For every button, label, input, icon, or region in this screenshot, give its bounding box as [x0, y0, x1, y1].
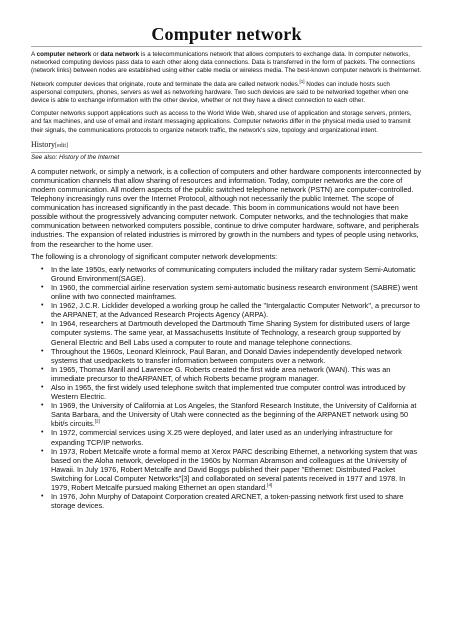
text-run: A [31, 51, 37, 58]
page-title: Computer network [151, 24, 302, 44]
bullet-icon: • [41, 265, 44, 273]
bullet-icon: • [41, 447, 44, 455]
section-heading-label: History [31, 139, 55, 149]
bullet-icon: • [41, 365, 44, 373]
list-item-text: In 1960, the commercial airline reservation system semi-automatic business research environment (SABRE) went online with two connected mainframes. [51, 282, 418, 302]
section-heading-history [31, 140, 422, 151]
title-divider [31, 46, 422, 47]
list-item [41, 365, 422, 383]
list-item [41, 283, 422, 301]
intro-paragraph [31, 78, 422, 106]
bullet-icon: • [41, 402, 44, 410]
list-item [41, 447, 422, 492]
list-item-text: In 1973, Robert Metcalfe wrote a formal memo at Xerox PARC describing Ethernet, a networking system that was based on the Aloha network, developed in the 1960s by Norman Abramson and colleagues at the University of Hawaii. In July 1976, Robert Metcalfe and David Boggs published their paper "Ethernet: Distributed Packet Switching for Local Computer Networks"[3] and collaborated on several patents received in 1977 and 1978. In 1979, Robert Metcalfe pursued making Ethernet an open standard. [51, 446, 418, 493]
see-also-hatnote[interactable]: See also: History of the Internet [31, 153, 120, 161]
section-divider [31, 152, 422, 153]
list-item-text: In 1976, John Murphy of Datapoint Corporation created ARCNET, a token-passing network first used to share storage devices. [51, 492, 404, 511]
chronology-lead: The following is a chronology of significant computer network developments: [31, 251, 278, 261]
text-run: Network computer devices that originate, route and terminate the data are called network nodes. [31, 80, 300, 88]
text-run: is a telecommunications network that allows computers to exchange data. In computer networks, networked computing devices pass data to each other along data connections. Data is transferred in the form of packets. The connections (network links) between nodes are established using either cable media or wireless media. The best-known computer network is theInternet. [31, 51, 422, 75]
edit-link[interactable]: [edit] [55, 142, 68, 149]
list-item [41, 319, 422, 346]
text-run: or [91, 51, 101, 58]
list-item-text: In 1964, researchers at Dartmouth developed the Dartmouth Time Sharing System for distributed users of large computer systems. The same year, at Massachusetts Institute of Technology, a research group supported by General Electric and Bell Labs used a computer to route and manage telephone connections. [51, 319, 410, 347]
citation-link[interactable]: [1] [299, 78, 305, 84]
bold-term: data network [100, 51, 140, 58]
list-item [41, 383, 422, 401]
list-item-text: In the late 1950s, early networks of communicating computers included the military radar system Semi-Automatic Ground Environment(SAGE). [51, 264, 416, 283]
citation-link[interactable]: [4] [267, 482, 273, 488]
list-item [41, 347, 422, 365]
bullet-icon: • [41, 493, 44, 501]
list-item-text: Throughout the 1960s, Leonard Kleinrock, Paul Baran, and Donald Davies independently developed network systems that usedpackets to transfer information between computers over a network. [51, 346, 402, 365]
list-item-text: Also in 1965, the first widely used telephone switch that implemented true computer control was introduced by Western Electric. [51, 382, 406, 402]
bullet-icon: • [41, 429, 44, 437]
bullet-icon: • [41, 347, 44, 355]
bullet-icon: • [41, 320, 44, 328]
bullet-icon: • [41, 283, 44, 291]
list-item-text: In 1972, commercial services using X.25 were deployed, and later used as an underlying infrastructure for expanding TCP/IP networks. [51, 428, 393, 447]
list-item [41, 492, 422, 510]
text-run: Computer networks support applications such as access to the World Wide Web, shared use of application and storage servers, printers, and fax machines, and use of email and instant messaging applications. Computer networks differ in the physical media used to transmit their signals, the communications protocols to organize network traffic, the network's size, topology and organizational intent. [31, 110, 412, 134]
bold-term: computer network [36, 51, 92, 58]
bullet-icon: • [41, 383, 44, 391]
list-item-text: In 1965, Thomas Marill and Lawrence G. Roberts created the first wide area network (WAN). This was an immediate precursor to theARPANET, of which Roberts became program manager. [51, 364, 391, 383]
history-paragraph: A computer network, or simply a network, is a collection of computers and other hardware components interconnected by communication channels that allow sharing of resources and information. Today, computer networks are the core of modern communication. All modern aspects of the public switched telephone network (PSTN) are computer-controlled. Telephony increasingly runs over the Internet Protocol, although not necessarily the public Internet. The scope of communication has increased significantly in the past decade. This boom in communications would not have been possible without the progressively advancing computer network. Computer networks, and the technologies that make communication between networked computers possible, continue to drive computer hardware, software, and peripherals industries. The expansion of related industries is mirrored by growth in the numbers and types of people using networks, from the researcher to the home user. [31, 166, 422, 249]
bullet-icon: • [41, 302, 44, 310]
list-item-text: In 1962, J.C.R. Licklider developed a working group he called the "Intergalactic Computer Network", a precursor to the ARPANET, at the Advanced Research Projects Agency (ARPA). [51, 301, 420, 320]
intro-paragraph [31, 110, 422, 135]
list-item [41, 265, 422, 283]
list-item [41, 428, 422, 446]
text-run: Nodes can include hosts such aspersonal computers, phones, servers as well as networking hardware. Two such devices are said to be networked together when one device is able to exchange information with the other device, whether or not they have a direct connection to each other. [31, 80, 409, 105]
intro-paragraph [31, 51, 422, 76]
list-item [41, 301, 422, 319]
list-item-text: In 1969, the University of California at Los Angeles, the Stanford Research Institute, the University of California at Santa Barbara, and the University of Utah were connected as the beginning of the ARPANET network using 50 kbit/s circuits. [51, 401, 417, 429]
chronology-list [31, 265, 422, 511]
citation-link[interactable]: [2] [94, 418, 100, 424]
list-item [41, 401, 422, 428]
intro-section [31, 51, 422, 135]
